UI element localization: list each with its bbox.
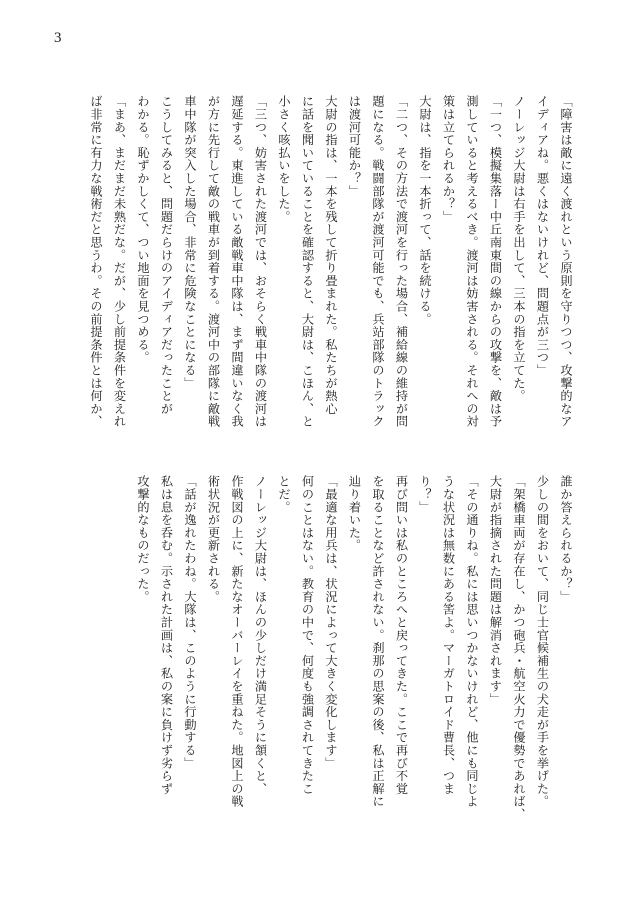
text-line: こうしてみると、問題だらけのアイディアだったことが — [159, 95, 174, 415]
lower-text-block — [131, 475, 578, 825]
text-line: 「一つ、模擬集落ー中丘南東間の線からの攻撃を、敵は予 — [488, 95, 503, 428]
text-line: を取ることなど許されない。刹那の思案の後、私は正解に — [371, 475, 385, 808]
text-line: 測していると考えるべき。渡河は妨害される。それへの対 — [465, 95, 479, 428]
text-line: 題になる。戦闘部隊が渡河可能でも、兵站部隊のトラック — [371, 95, 385, 428]
text-line: 「その通りね。私には思いつかないけれど、他にも同じよ — [465, 475, 479, 808]
text-line: 「架橋車両が存在し、かつ砲兵・航空火力で優勢であれば、 — [512, 475, 526, 821]
text-line: ノーレッジ大尉は、ほんの少しだけ満足そうに頷くと、 — [253, 475, 268, 795]
text-line: 大尉が指摘された問題は解消されます」 — [488, 475, 503, 706]
text-line: うな状況は無数にある筈よ。マーガトロイド曹長、つま — [441, 475, 456, 795]
text-line: 小さく咳払いをした。 — [277, 95, 291, 223]
text-line: 誰か答えられるか？」 — [559, 475, 573, 603]
text-line: 策は立てられるか？」 — [441, 95, 456, 223]
text-line: 私は息を呑む。示された計画は、私の案に負けず劣らず — [159, 475, 174, 795]
text-line: が方に先行して敵の戦車が到着する。渡河中の部隊に敵戦 — [206, 95, 221, 428]
text-line: 大尉は、指を一本折って、話を続ける。 — [418, 95, 432, 326]
text-line: ノーレッジ大尉は右手を出して、三本の指を立てた。 — [512, 95, 526, 403]
text-line: 辿り着いた。 — [347, 475, 362, 552]
text-line: わかる。恥ずかしくて、つい地面を見つめる。 — [136, 95, 150, 364]
text-line: ば非常に有力な戦術だと思うわ。その前提条件とは何か、 — [89, 95, 103, 428]
text-line: 大尉の指は、一本を残して折り畳まれた。私たちが熱心 — [324, 95, 338, 415]
text-line: り？」 — [418, 475, 432, 514]
text-line: イディアね。悪くはないけれど、問題点が三つ」 — [535, 95, 550, 377]
text-line: は渡河可能か？」 — [347, 95, 362, 198]
text-line: 再び問いは私のところへと戻ってきた。ここで再び不覚 — [394, 475, 409, 795]
text-line: 「話が逸れたわね。大隊は、このように行動する」 — [183, 475, 197, 770]
text-line: 何のことはない。教育の中で、何度も強調されてきたこ — [300, 475, 315, 795]
text-line: 攻撃的なものだった。 — [136, 475, 150, 603]
page-number: 3 — [54, 30, 62, 46]
text-line: 「最適な用兵は、状況によって大きく変化します」 — [324, 475, 338, 770]
text-line: 「三つ、妨害された渡河では、おそらく戦車中隊の渡河は — [253, 95, 268, 428]
text-line: に話を聞いていることを確認すると、大尉は、こほん、と — [300, 95, 315, 428]
text-line: 術状況が更新される。 — [206, 475, 221, 603]
text-line: 「障害は敵に遠く渡れという原則を守りつつ、攻撃的なア — [559, 95, 573, 428]
text-line: とだ。 — [277, 475, 291, 514]
text-line: 遅延する。東進している敵戦車中隊は、まず間違いなく我 — [230, 95, 244, 428]
text-line: 少しの間をおいて、同じ士官候補生の犬走が手を挙げた。 — [535, 475, 550, 808]
upper-text-block — [84, 95, 578, 440]
text-line: 車中隊が突入した場合、非常に危険なことになる」 — [183, 95, 197, 390]
text-line: 「まあ、まだまだ未熟だな。だが、少し前提条件を変えれ — [112, 95, 127, 428]
text-line: 作戦図の上に、新たなオーバーレイを重ねた。地図上の戦 — [230, 475, 244, 808]
text-line: 「二つ、その方法で渡河を行った場合、補給線の維持が問 — [394, 95, 409, 428]
